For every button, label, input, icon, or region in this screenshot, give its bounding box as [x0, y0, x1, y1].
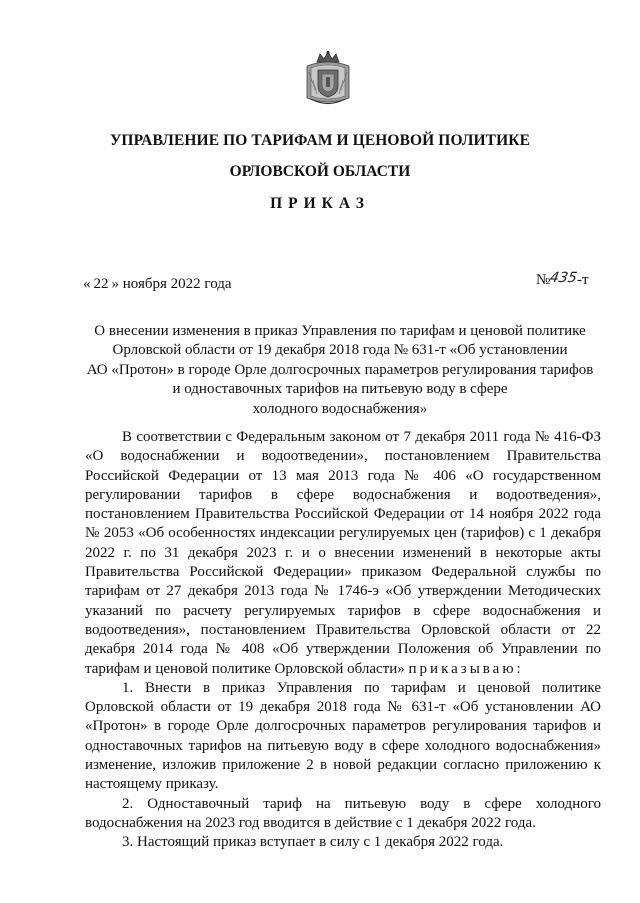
document-date	[83, 276, 232, 293]
date-close-quote: »	[111, 276, 119, 292]
number-suffix: -т	[577, 272, 589, 288]
date-open-quote: «	[83, 276, 91, 292]
document-type-heading: ПРИКАЗ	[270, 195, 370, 212]
preamble-text: В соответствии с Федеральным законом от 7 декабря 2011 года № 416-ФЗ «О водоснабжении и водоотведении», постановлением Правительства Российской Федерации от 13 мая 2013 года № 406 «О государственном регулировании тарифов в сфере водоснабжения и водоотведения», постановлением Правительства Российской Федерации от 14 ноября 2022 года № 2053 «Об особенностях индексации регулируемых цен (тарифов) с 1 декабря 2022 г. по 31 декабря 2023 г. и о внесении изменений в некоторые акты Правительства Российской Федерации» приказом Федеральной службы по тарифам от 27 декабря 2013 года № 1746-э «Об утверждении Методических указаний по расчету регулируемых тарифов в сфере водоснабжения и водоотведения», постановлением Правительства Орловской области от 22 декабря 2014 года № 408 «Об утверждении Положения об Управлении по тарифам и ценовой политике Орловской области»	[85, 429, 601, 677]
date-month-year: ноября 2022 года	[122, 276, 232, 292]
title-line: О внесении изменения в приказ Управления по тарифам и ценовой политике	[94, 323, 586, 339]
coat-of-arms-icon	[303, 50, 353, 108]
org-title-line-2: ОРЛОВСКОЙ ОБЛАСТИ	[229, 163, 411, 180]
number-handwritten: 435	[548, 270, 579, 286]
title-line: Орловской области от 19 декабря 2018 года № 631-т «Об установлении	[112, 342, 568, 359]
date-day: 22	[93, 276, 109, 292]
document-number	[536, 272, 589, 289]
order-body	[85, 428, 601, 853]
order-item-1: 1. Внести в приказ Управления по тарифам и ценовой политике Орловской области от 19 декабря 2018 года № 631-т «Об установлении АО «Протон» в городе Орле долгосрочных параметров регулирования тарифов и одноставочных тарифов на питьевую воду в сфере холодного водоснабжения» изменение, изложив приложение 2 в новой редакции согласно приложению к настоящему приказу.	[85, 679, 601, 793]
preamble-paragraph	[85, 428, 601, 679]
order-item-2: 2. Одноставочный тариф на питьевую воду в сфере холодного водоснабжения на 2023 год вводится в действие с 1 декабря 2022 года.	[85, 795, 601, 831]
prikazyvayu-word: приказываю:	[408, 660, 524, 677]
order-item-3: 3. Настоящий приказ вступает в силу с 1 декабря 2022 года.	[122, 834, 504, 851]
number-prefix: №	[536, 272, 551, 288]
title-line: холодного водоснабжения»	[252, 400, 428, 417]
order-title	[80, 322, 600, 419]
title-line: АО «Протон» в городе Орле долгосрочных параметров регулирования тарифов	[86, 361, 594, 378]
org-title-line-1: УПРАВЛЕНИЕ ПО ТАРИФАМ И ЦЕНОВОЙ ПОЛИТИКЕ	[109, 132, 531, 149]
title-line: и одноставочных тарифов на питьевую воду в сфере	[172, 381, 508, 398]
